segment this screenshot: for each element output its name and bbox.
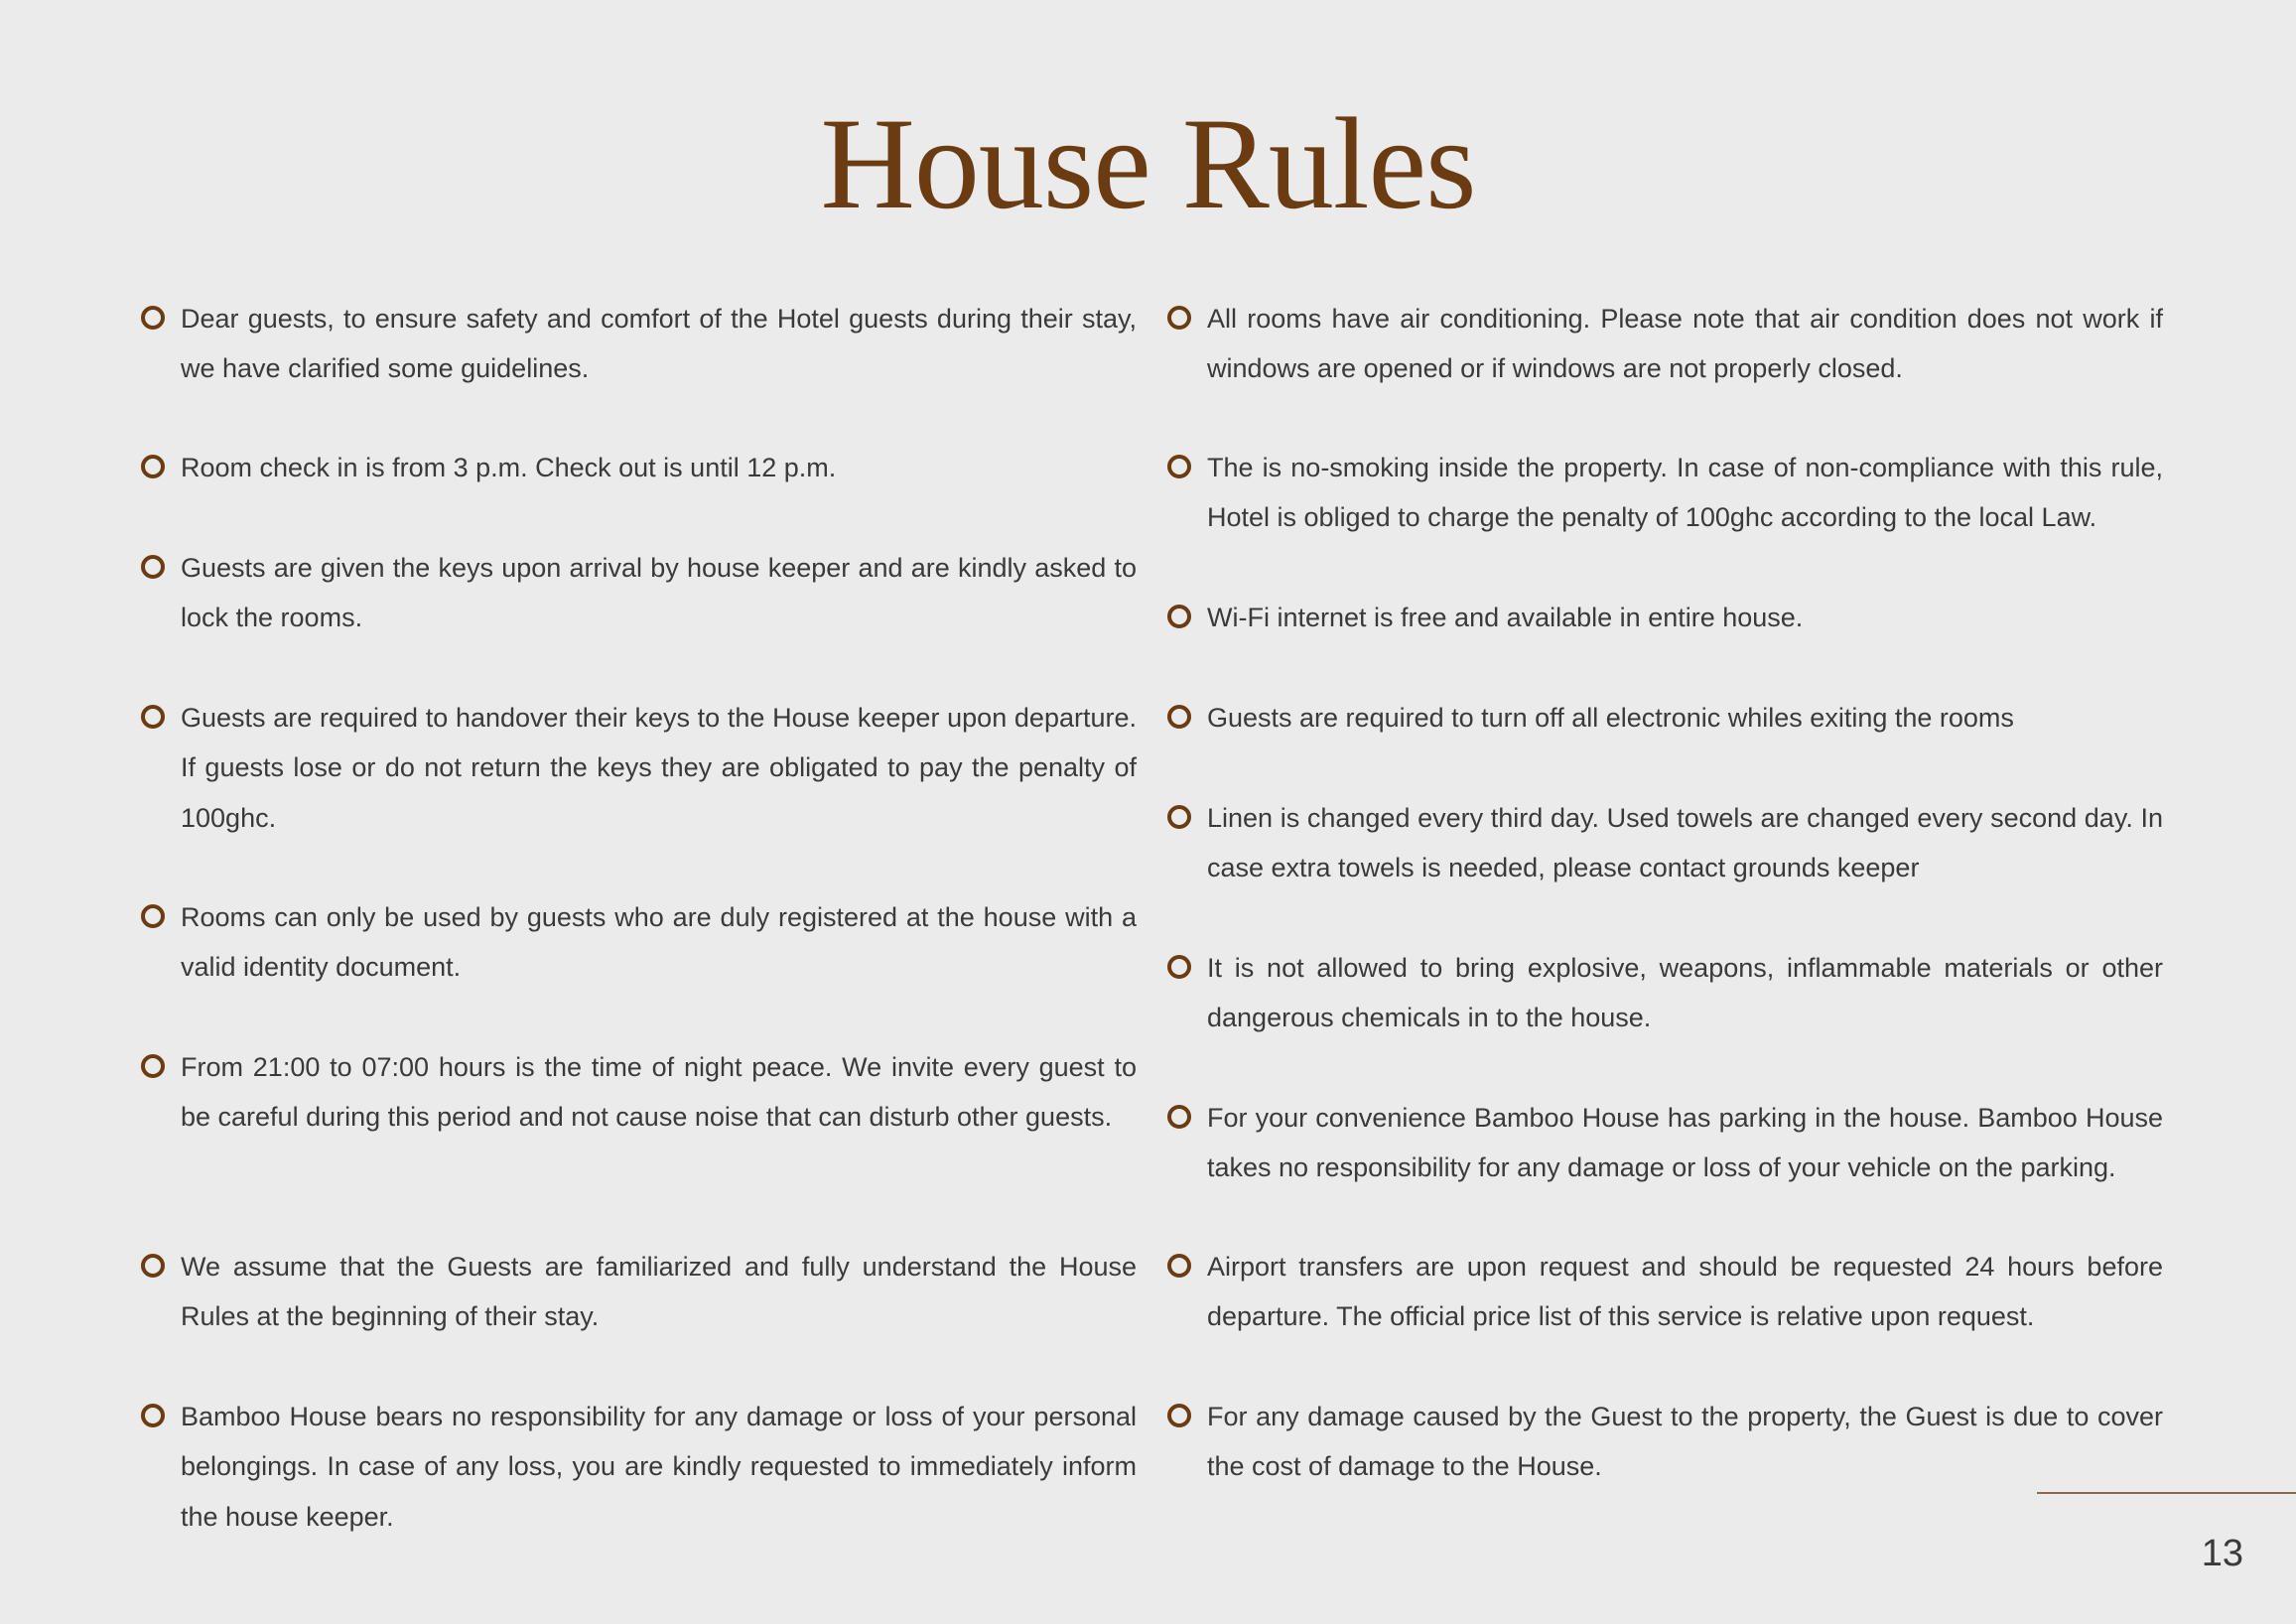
circle-bullet-icon (141, 306, 165, 330)
rule-text: Wi-Fi internet is free and available in entire house. (1207, 603, 1804, 632)
circle-bullet-icon (141, 555, 165, 579)
rule-text: Airport transfers are upon request and should be requested 24 hours before departure. The official price list of this service is relative upon request. (1207, 1252, 2163, 1332)
page-title: House Rules (820, 90, 1476, 236)
rule-text: Dear guests, to ensure safety and comfort of the Hotel guests during their stay, we have clarified some guidelines. (181, 304, 1137, 384)
circle-bullet-icon (1167, 605, 1191, 628)
circle-bullet-icon (141, 1054, 165, 1078)
rule-text: Guests are given the keys upon arrival by house keeper and are kindly asked to lock the rooms. (181, 553, 1137, 633)
rule-text: Bamboo House bears no responsibility for any damage or loss of your personal belongings. In case of any loss, you are kindly requested to immediately inform the house keeper. (181, 1402, 1137, 1532)
rule-text: For any damage caused by the Guest to the property, the Guest is due to cover the cost of damage to the House. (1207, 1402, 2163, 1482)
circle-bullet-icon (1167, 1404, 1191, 1427)
rule-text: Room check in is from 3 p.m. Check out is until 12 p.m. (181, 453, 837, 482)
rule-text: Guests are required to handover their keys to the House keeper upon departure. If guests lose or do not return the keys they are obligated to pay the penalty of 100ghc. (181, 703, 1137, 833)
circle-bullet-icon (141, 1404, 165, 1427)
circle-bullet-icon (1167, 955, 1191, 979)
page-number: 13 (2201, 1533, 2243, 1574)
circle-bullet-icon (1167, 1254, 1191, 1278)
rule-text: Rooms can only be used by guests who are duly registered at the house with a valid identity document. (181, 902, 1137, 983)
circle-bullet-icon (1167, 455, 1191, 478)
circle-bullet-icon (141, 705, 165, 729)
rule-text: Guests are required to turn off all electronic whiles exiting the rooms (1207, 703, 2014, 733)
rule-text: All rooms have air conditioning. Please note that air condition does not work if windows are opened or if windows are not properly closed. (1207, 304, 2163, 384)
rule-text: It is not allowed to bring explosive, weapons, inflammable materials or other dangerous chemicals in to the house. (1207, 953, 2163, 1033)
rule-text: The is no-smoking inside the property. In case of non-compliance with this rule, Hotel is obliged to charge the penalty of 100ghc according to the local Law. (1207, 453, 2163, 533)
circle-bullet-icon (1167, 1105, 1191, 1129)
circle-bullet-icon (141, 1254, 165, 1278)
circle-bullet-icon (1167, 306, 1191, 330)
circle-bullet-icon (141, 455, 165, 478)
circle-bullet-icon (1167, 805, 1191, 829)
circle-bullet-icon (141, 904, 165, 928)
rule-text: From 21:00 to 07:00 hours is the time of night peace. We invite every guest to be careful during this period and not cause noise that can disturb other guests. (181, 1052, 1137, 1133)
rule-text: We assume that the Guests are familiarized and fully understand the House Rules at the beginning of their stay. (181, 1252, 1137, 1332)
footer-divider (2037, 1492, 2296, 1494)
circle-bullet-icon (1167, 705, 1191, 729)
rule-text: Linen is changed every third day. Used towels are changed every second day. In case extra towels is needed, please contact grounds keeper (1207, 803, 2163, 883)
rule-text: For your convenience Bamboo House has parking in the house. Bamboo House takes no responsibility for any damage or loss of your vehicle on the parking. (1207, 1103, 2163, 1183)
